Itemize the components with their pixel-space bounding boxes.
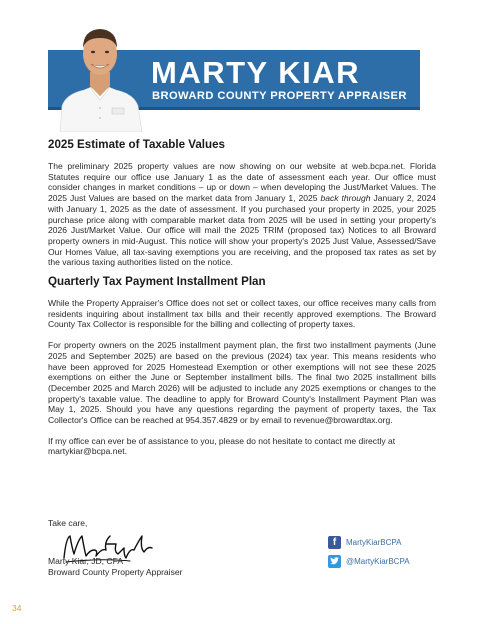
twitter-link[interactable]: [328, 553, 410, 569]
estimate-text-b: January 2, 2024 with January 1, 2025 as the date of assessment. If you purchased your property in 2025, your 2025 purchase price along with comparable market data from 2025 will be used in setting your property's 2026 Just/Market Value. Our office will mail the 2025 TRIM (proposed tax) Notices to all Broward property owners in mid-August. This notice will show your property's 2025 Just Value, Assessed/Save Our Homes Value, all tax-saving exemptions you are receiving, and the proposed tax rates as set by the various taxing authorities listed on the notice.: [48, 193, 436, 268]
page-number: 34: [12, 603, 22, 613]
facebook-icon: f: [328, 536, 341, 549]
estimate-text-a: The preliminary 2025 property values are now showing on our website at web.bcpa.net. Florida Statutes require our office use January 1 as the date of assessment each year. Our office must consider changes in market conditions – up or down – when developing the Just/Market Values. The 2025 Just Values are based on the market data from January 1, 2025: [48, 161, 436, 204]
contact-paragraph: If my office can ever be of assistance to you, please do not hesitate to contact me directly at martykiar@bcpa.net.: [48, 435, 396, 457]
social-links: [328, 534, 410, 572]
twitter-icon: [328, 555, 341, 568]
estimate-paragraph: [48, 161, 436, 268]
signer-title: Broward County Property Appraiser: [48, 567, 183, 577]
facebook-handle: MartyKiarBCPA: [346, 537, 402, 547]
letter-body: [48, 138, 436, 466]
banner-name: MARTY KIAR: [151, 55, 361, 90]
section-heading-estimate: 2025 Estimate of Taxable Values: [48, 138, 226, 151]
portrait-photo: [52, 20, 148, 132]
closing-take-care: Take care,: [48, 518, 88, 528]
banner-subtitle: BROWARD COUNTY PROPERTY APPRAISER: [152, 90, 407, 102]
signer-name: Marty Kiar, JD, CFA: [48, 556, 124, 566]
estimate-text-italic: back through: [320, 193, 371, 204]
installment-paragraph-1: While the Property Appraiser's Office does not set or collect taxes, our office receives many calls from residents inquiring about installment tax bills and their recently approved exemptions. The Broward County Tax Collector is responsible for the billing and collecting of property taxes.: [48, 298, 436, 330]
twitter-handle: @MartyKiarBCPA: [346, 556, 410, 566]
facebook-link[interactable]: [328, 534, 410, 550]
section-heading-installment: Quarterly Tax Payment Installment Plan: [48, 275, 266, 289]
installment-paragraph-2: For property owners on the 2025 installment payment plan, the first two installment payments (June 2025 and September 2025) are based on the previous (2024) tax year. This means residents who have been approved for 2025 Homestead Exemption or other exemptions will not see these 2025 exemptions on either the June or September installment bills. The final two 2025 installment bills (December 2025 and March 2026) will be adjusted to include any 2025 exemptions or changes to the property's taxable value. The deadline to apply for Broward County's Installment Payment Plan was May 1, 2025. Should you have any questions regarding the payment of property taxes, the Tax Collector's Office can be reached at 954.357.4829 or by email to revenue@browardtax.org.: [48, 340, 436, 426]
